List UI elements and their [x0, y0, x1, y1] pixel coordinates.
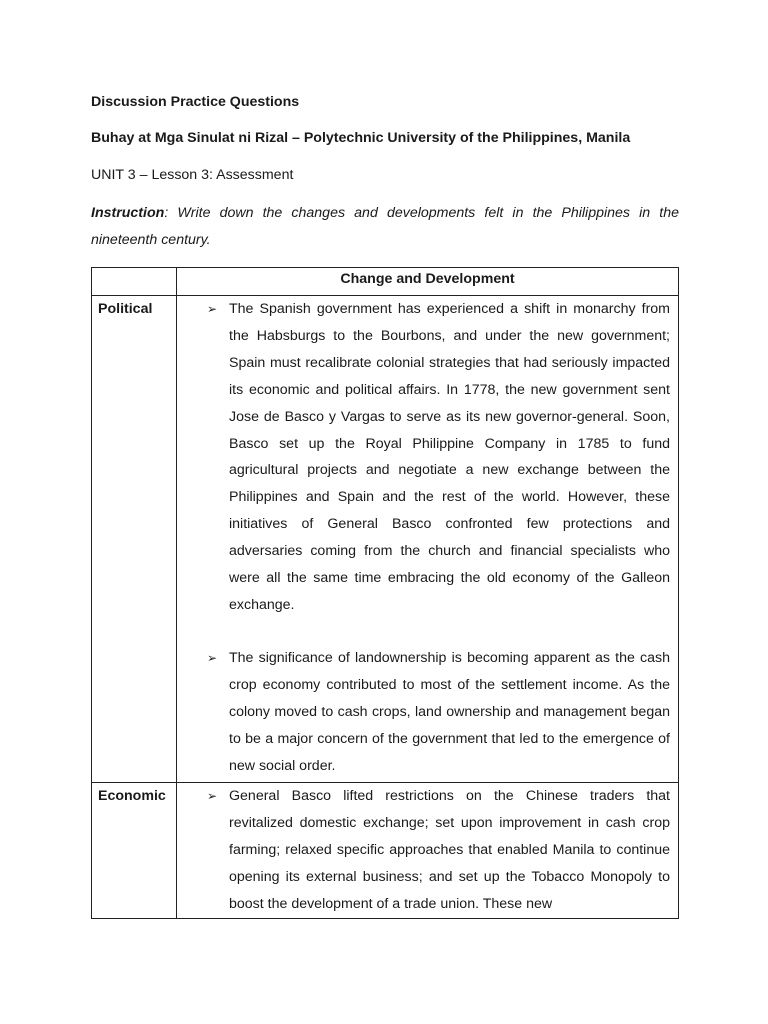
- bullet-text: General Basco lifted restrictions on the Chinese traders that revitalized domestic exchange; set upon improvement in cash crop farming; relaxed specific approaches that enabled Manila to continue opening its external business; and set up the Tobacco Monopoly to boost the development of a trade union. These new: [229, 788, 670, 912]
- instruction-label: Instruction: [91, 205, 165, 221]
- arrow-bullet-icon: ➢: [207, 650, 218, 665]
- change-development-table: [91, 267, 679, 919]
- table-header-cell: Change and Development: [177, 268, 679, 296]
- document-title: Discussion Practice Questions: [91, 94, 300, 110]
- political-content-cell: [177, 296, 679, 783]
- bullet-list: [177, 783, 678, 918]
- course-title: Buhay at Mga Sinulat ni Rizal – Polytechnic University of the Philippines, Manila: [91, 130, 631, 146]
- list-item: [207, 296, 670, 619]
- instruction-text: : Write down the changes and developments felt in the Philippines in the nineteenth century.: [91, 205, 679, 248]
- bullet-list: [177, 296, 678, 779]
- paragraph-gap: [229, 619, 670, 645]
- arrow-bullet-icon: ➢: [207, 302, 218, 316]
- table-header-blank-cell: [92, 268, 177, 296]
- list-item: [207, 783, 670, 918]
- table-row: [92, 783, 679, 919]
- bullet-text: The significance of landownership is becoming apparent as the cash crop economy contributed to most of the settlement income. As the colony moved to cash crops, land ownership and management began to be a major concern of the government that led to the emergence of new social order.: [229, 649, 670, 774]
- lesson-title: UNIT 3 – Lesson 3: Assessment: [91, 167, 294, 183]
- row-label-political: Political: [92, 296, 177, 783]
- arrow-bullet-icon: ➢: [207, 789, 218, 803]
- instruction-paragraph: [91, 200, 679, 254]
- row-label-economic: Economic: [92, 783, 177, 919]
- table-header-row: [92, 268, 679, 296]
- table-row: [92, 296, 679, 783]
- economic-content-cell: [177, 783, 679, 919]
- bullet-text: The Spanish government has experienced a shift in monarchy from the Habsburgs to the Bourbons, and under the new government; Spain must recalibrate colonial strategies that had seriously impacted its economic and political affairs. In 1778, the new government sent Jose de Basco y Vargas to serve as its new governor-general. Soon, Basco set up the Royal Philippine Company in 1785 to fund agricultural projects and negotiate a new exchange between the Philippines and Spain and the rest of the world. However, these initiatives of General Basco confronted few protections and adversaries coming from the church and financial specialists who were all the same time embracing the old economy of the Galleon exchange.: [229, 301, 670, 613]
- list-item: [207, 645, 670, 780]
